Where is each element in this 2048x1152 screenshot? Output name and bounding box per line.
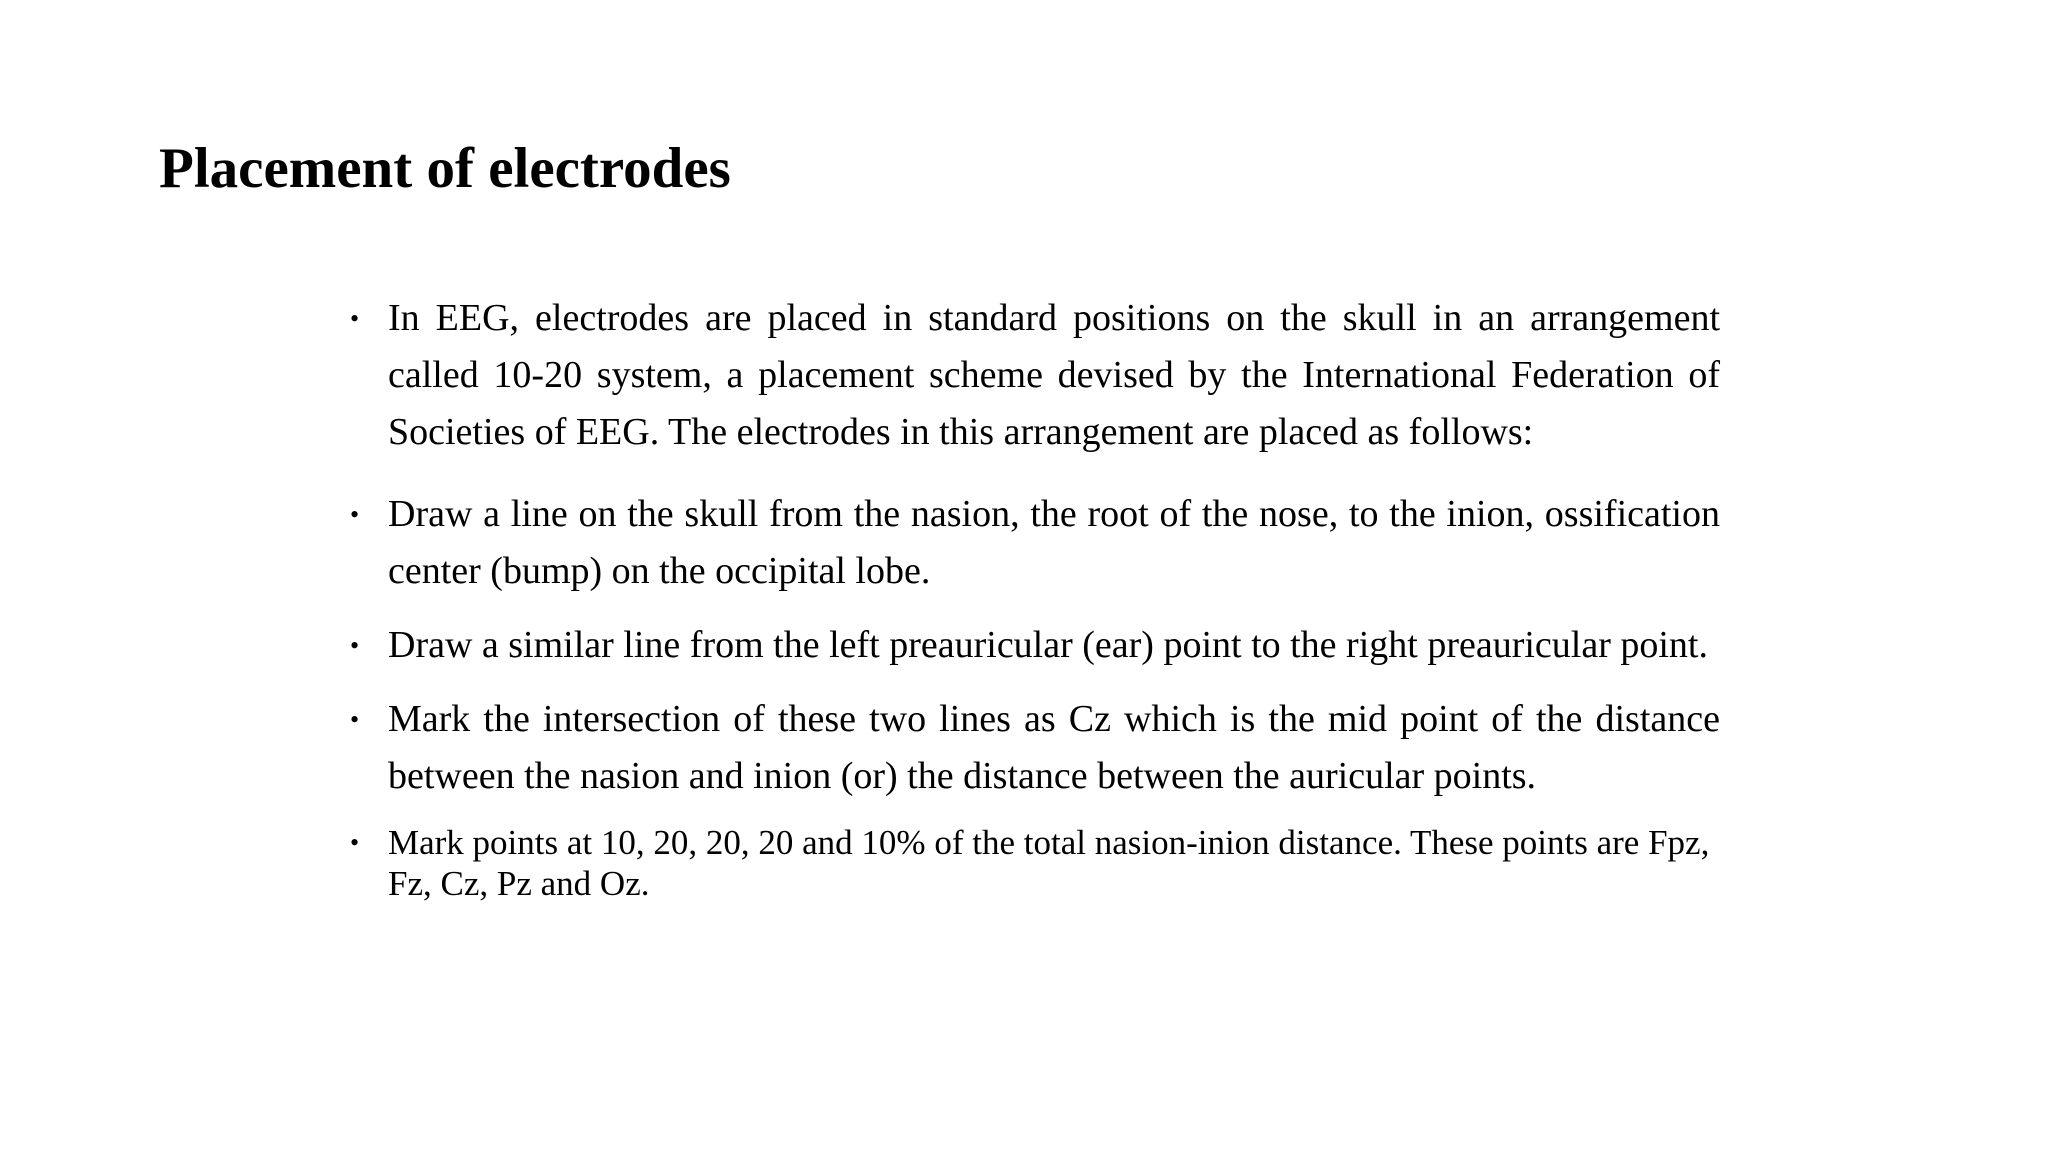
bullet-item [350,290,1720,461]
bullet-marker: • [350,828,360,857]
bullet-text: Draw a line on the skull from the nasion, the root of the nose, to the inion, ossification center (bump) on the occipital lobe. [388,493,1720,592]
bullet-item [350,691,1720,805]
bullet-text: Mark the intersection of these two lines as Cz which is the mid point of the distance between the nasion and inion (or) the distance between the auricular points. [388,698,1720,797]
bullet-text: In EEG, electrodes are placed in standard positions on the skull in an arrangement called 10-20 system, a placement scheme devised by the International Federation of Societies of EEG. The electrodes in this arrangement are placed as follows: [388,297,1720,453]
bullet-marker: • [350,304,360,333]
bullet-list [350,290,1720,904]
bullet-marker: • [350,500,360,529]
bullet-marker: • [350,631,360,660]
slide-title: Placement of electrodes [159,137,731,200]
bullet-item [350,486,1720,600]
bullet-item [350,617,1720,674]
bullet-text: Draw a similar line from the left preauricular (ear) point to the right preauricular point. [388,624,1708,666]
bullet-text: Mark points at 10, 20, 20, 20 and 10% of the total nasion-inion distance. These points are Fpz, Fz, Cz, Pz and Oz. [388,823,1710,903]
bullet-item [350,822,1720,904]
bullet-marker: • [350,705,360,734]
